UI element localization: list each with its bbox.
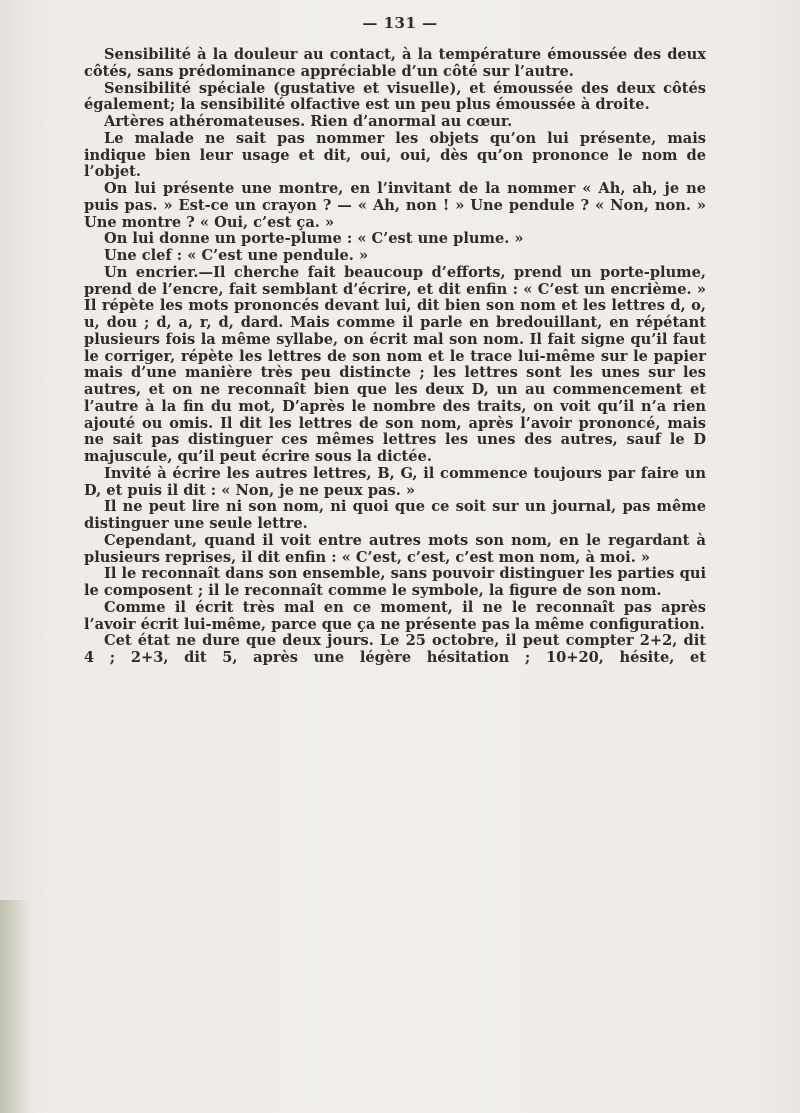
binding-shadow xyxy=(0,900,30,1113)
paragraph: Comme il écrit très mal en ce moment, il ne le reconnaît pas après l’avoir écrit lui-même, parce que ça ne présente pas la même configuration. xyxy=(84,598,706,633)
paragraph: Le malade ne sait pas nommer les objets qu’on lui présente, mais indique bien leur usage et dit, oui, oui, dès qu’on prononce le nom de l’objet. xyxy=(84,129,706,181)
page-number: — 131 — xyxy=(362,14,438,32)
body-text xyxy=(84,47,706,667)
paragraph: Un encrier.—Il cherche fait beaucoup d’efforts, prend un porte-plume, prend de l’encre, fait semblant d’écrire, et dit enfin : « C’est un encrième. » Il répète les mots prononcés devant lui, dit bien son nom et les lettres d, o, u, dou ; d, a, r, d, dard. Mais comme il parle en bredouillant, en répétant plusieurs fois la même syllabe, on écrit mal son nom. Il fait signe qu’il faut le corriger, répète les lettres de son nom et le trace lui-même sur le papier mais d’une manière très peu distincte ; les lettres sont les unes sur les autres, et on ne reconnaît bien que les deux D, un au commencement et l’autre à la fin du mot, D’après le nombre des traits, on voit qu’il n’a rien ajouté ou omis. Il dit les lettres de son nom, après l’avoir prononcé, mais ne sait pas distinguer ces mêmes lettres les unes des autres, sauf le D majuscule, qu’il peut écrire sous la dictée. xyxy=(84,263,706,465)
paragraph: Il le reconnaît dans son ensemble, sans pouvoir distinguer les parties qui le composent ; il le reconnaît comme le symbole, la figure de son nom. xyxy=(84,565,706,599)
paragraph: Une clef : « C’est une pendule. » xyxy=(104,247,369,264)
paragraph: On lui donne un porte-plume : « C’est une plume. » xyxy=(104,230,524,248)
paragraph: On lui présente une montre, en l’invitant de la nommer « Ah, ah, je ne puis pas. » Est-ce un crayon ? — « Ah, non ! » Une pendule ? « Non, non. » Une montre ? « Oui, c’est ça. » xyxy=(84,180,706,231)
paragraph: Sensibilité à la douleur au contact, à la température émoussée des deux côtés, sans prédominance appréciable d’un côté sur l’autre. xyxy=(84,46,706,80)
paragraph: Il ne peut lire ni son nom, ni quoi que ce soit sur un journal, pas même distinguer une seule lettre. xyxy=(84,498,706,532)
paragraph: Cet état ne dure que deux jours. Le 25 octobre, il peut compter 2+2, dit 4 ; 2+3, dit 5, après une légère hésitation ; 10+20, hésite, et xyxy=(84,632,706,666)
paragraph: Sensibilité spéciale (gustative et visuelle), et émoussée des deux côtés également; la sensibilité olfactive est un peu plus émoussée à droite. xyxy=(84,79,706,114)
paragraph: Invité à écrire les autres lettres, B, G, il commence toujours par faire un D, et puis il dit : « Non, je ne peux pas. » xyxy=(84,464,706,499)
paragraph: Cependant, quand il voit entre autres mots son nom, en le regardant à plusieurs reprises, il dit enfin : « C’est, c’est, c’est mon nom, à moi. » xyxy=(84,531,706,566)
paragraph: Artères athéromateuses. Rien d’anormal au cœur. xyxy=(104,113,513,130)
